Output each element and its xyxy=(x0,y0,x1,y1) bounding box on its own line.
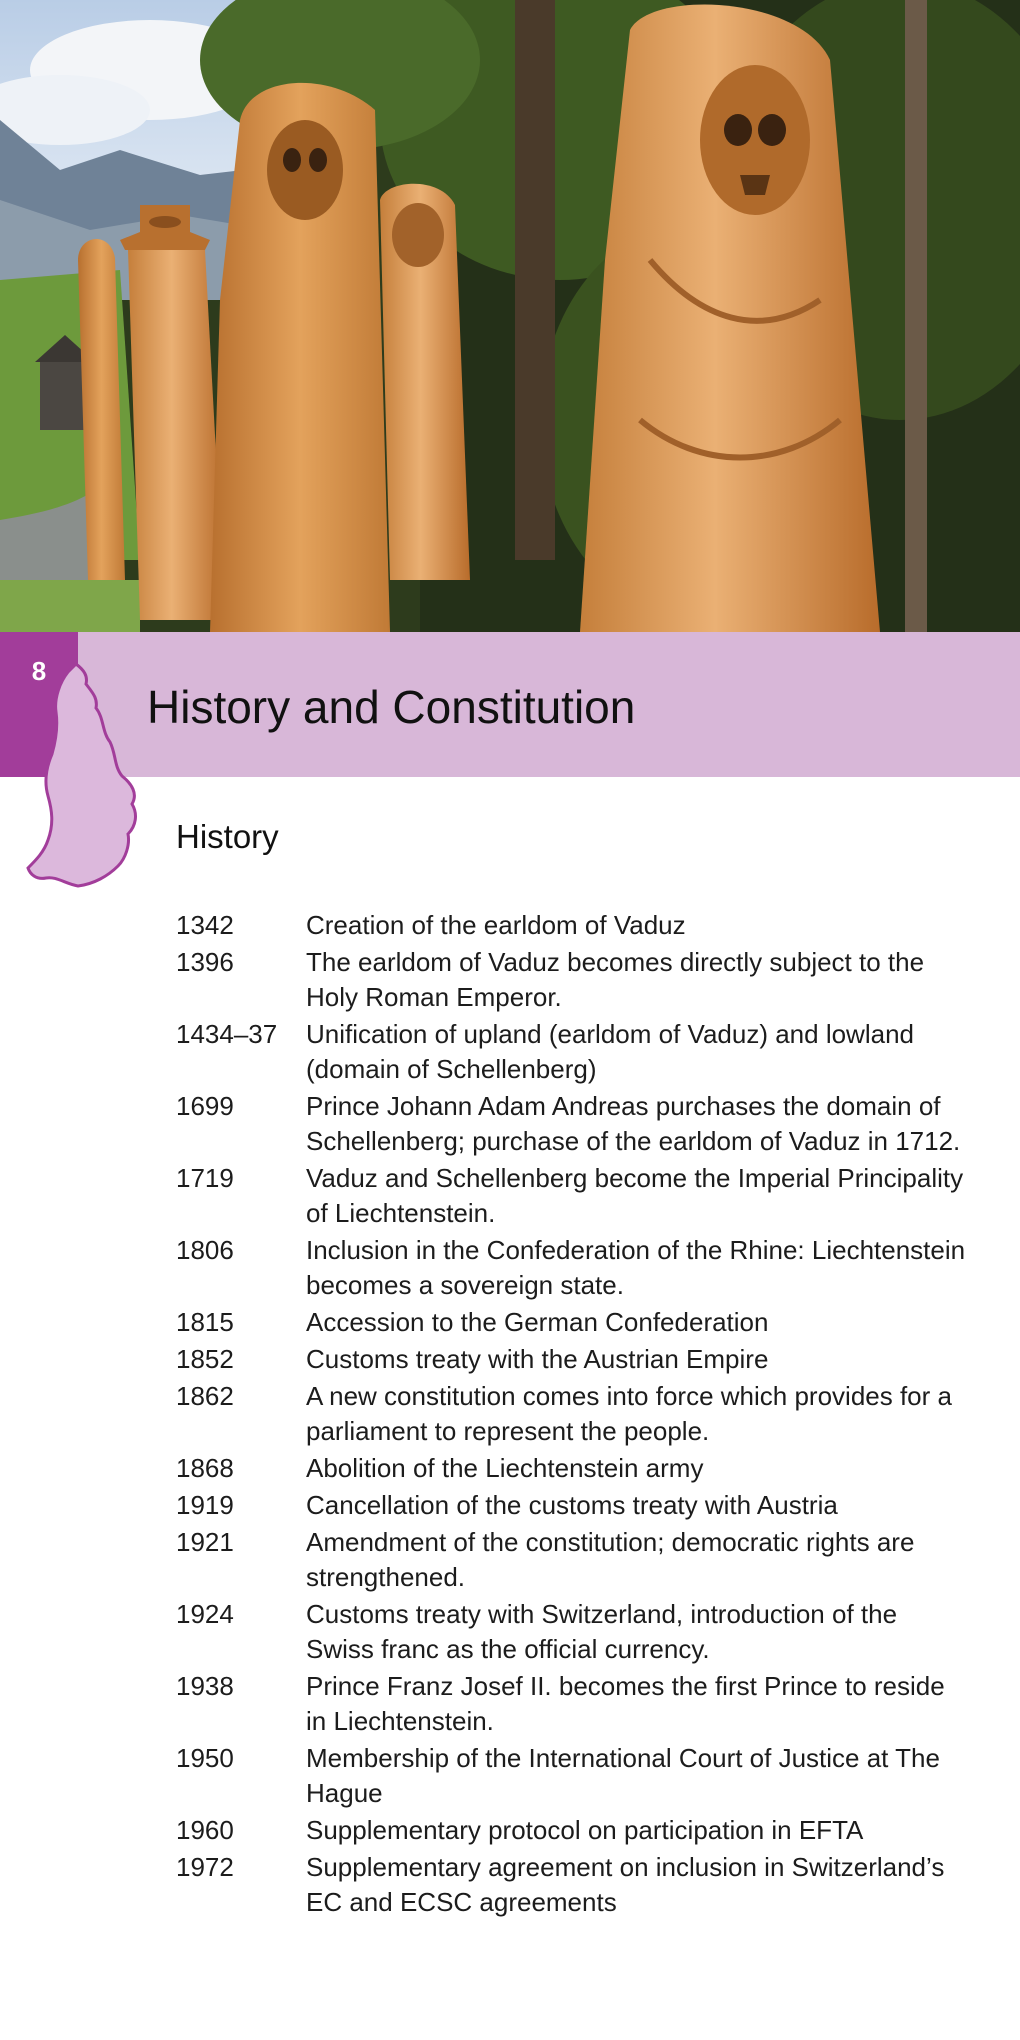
timeline-row xyxy=(176,1089,966,1159)
timeline-year: 1919 xyxy=(176,1490,234,1520)
timeline-row xyxy=(176,1850,966,1920)
timeline-event: The earldom of Vaduz becomes directly subject to the Holy Roman Emperor. xyxy=(306,947,925,1012)
timeline-event: Accession to the German Confederation xyxy=(306,1307,769,1337)
timeline-year: 1342 xyxy=(176,910,234,940)
timeline-year: 1815 xyxy=(176,1307,234,1337)
timeline-event: A new constitution comes into force which provides for a parliament to represent the people. xyxy=(306,1381,952,1446)
timeline-event: Supplementary agreement on inclusion in Switzerland’s EC and ECSC agreements xyxy=(306,1852,945,1917)
timeline-year: 1806 xyxy=(176,1235,234,1265)
liechtenstein-map-icon xyxy=(26,662,146,892)
header-photo xyxy=(0,0,1020,632)
timeline-year: 1852 xyxy=(176,1344,234,1374)
timeline-event: Amendment of the constitution; democratic rights are strengthened. xyxy=(306,1527,915,1592)
history-timeline xyxy=(176,908,966,1922)
timeline-event: Prince Franz Josef II. becomes the first Prince to reside in Liechtenstein. xyxy=(306,1671,945,1736)
timeline-year: 1862 xyxy=(176,1381,234,1411)
timeline-year: 1699 xyxy=(176,1091,234,1121)
timeline-row xyxy=(176,1813,966,1848)
timeline-row xyxy=(176,1342,966,1377)
sculptures-photo xyxy=(0,0,1020,632)
timeline-year: 1434–37 xyxy=(176,1019,278,1049)
timeline-row xyxy=(176,1451,966,1486)
timeline-event: Customs treaty with the Austrian Empire xyxy=(306,1344,769,1374)
timeline-event: Prince Johann Adam Andreas purchases the domain of Schellenberg; purchase of the earldom of Vaduz in 1712. xyxy=(306,1091,961,1156)
timeline-row xyxy=(176,1597,966,1667)
timeline-event: Inclusion in the Confederation of the Rhine: Liechtenstein becomes a sovereign state. xyxy=(306,1235,966,1300)
timeline-row xyxy=(176,1741,966,1811)
timeline-row xyxy=(176,1305,966,1340)
timeline-row xyxy=(176,1525,966,1595)
timeline-row xyxy=(176,1669,966,1739)
chapter-title: History and Constitution xyxy=(147,681,636,733)
timeline-year: 1921 xyxy=(176,1527,234,1557)
timeline-year: 1960 xyxy=(176,1815,234,1845)
timeline-event: Supplementary protocol on participation in EFTA xyxy=(306,1815,864,1845)
section-title: History xyxy=(176,818,279,855)
timeline-event: Vaduz and Schellenberg become the Imperial Principality of Liechtenstein. xyxy=(306,1163,964,1228)
timeline-event: Cancellation of the customs treaty with Austria xyxy=(306,1490,838,1520)
timeline-row xyxy=(176,908,966,943)
timeline-event: Customs treaty with Switzerland, introduction of the Swiss franc as the official currency. xyxy=(306,1599,898,1664)
timeline-row xyxy=(176,1161,966,1231)
timeline-year: 1950 xyxy=(176,1743,234,1773)
timeline-year: 1938 xyxy=(176,1671,234,1701)
timeline-year: 1972 xyxy=(176,1852,234,1882)
timeline-year: 1924 xyxy=(176,1599,234,1629)
timeline-row xyxy=(176,945,966,1015)
timeline-event: Unification of upland (earldom of Vaduz) and lowland (domain of Schellenberg) xyxy=(306,1019,914,1084)
timeline-row xyxy=(176,1233,966,1303)
timeline-event: Creation of the earldom of Vaduz xyxy=(306,910,686,940)
timeline-row xyxy=(176,1017,966,1087)
timeline-event: Abolition of the Liechtenstein army xyxy=(306,1453,704,1483)
timeline-year: 1719 xyxy=(176,1163,234,1193)
timeline-year: 1868 xyxy=(176,1453,234,1483)
timeline-row xyxy=(176,1379,966,1449)
timeline-event: Membership of the International Court of Justice at The Hague xyxy=(306,1743,940,1808)
timeline-row xyxy=(176,1488,966,1523)
timeline-year: 1396 xyxy=(176,947,234,977)
page-number: 8 xyxy=(31,656,47,686)
